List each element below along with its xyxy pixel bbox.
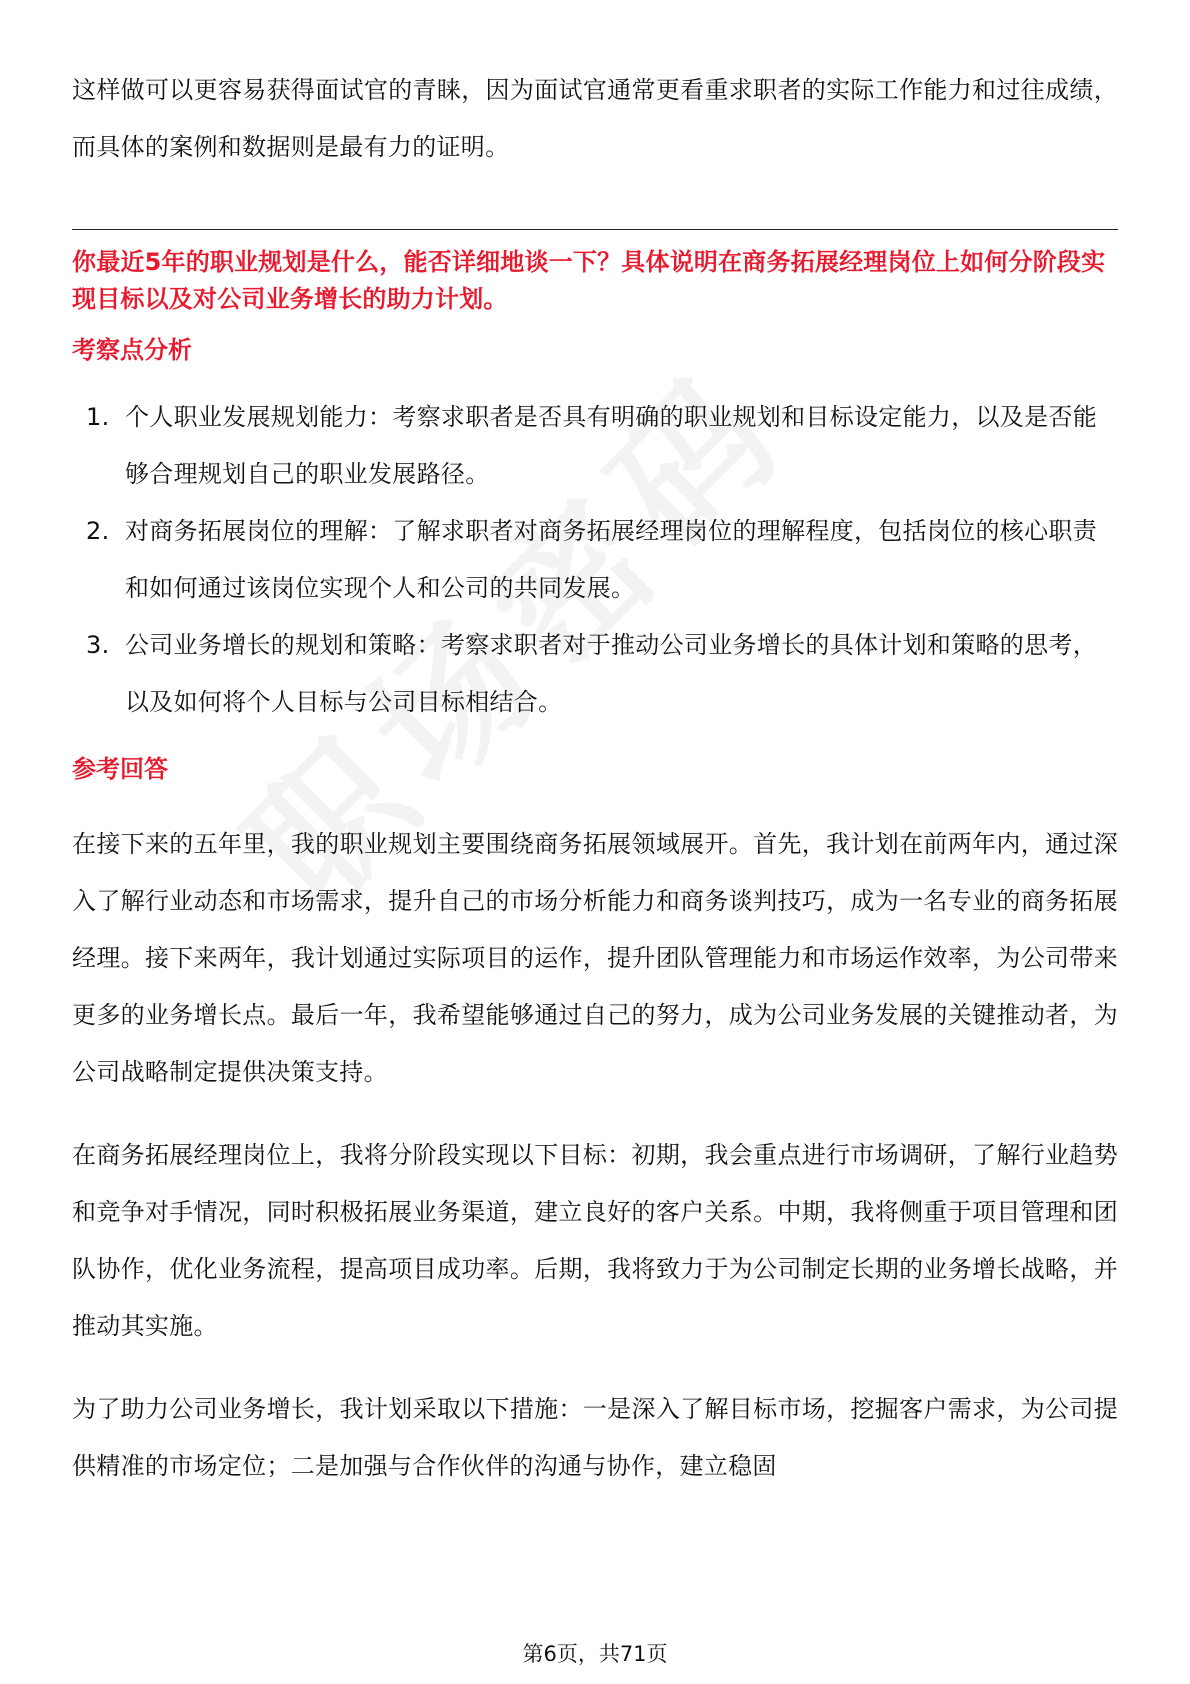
analysis-heading: 考察点分析 [72, 336, 192, 364]
list-item [72, 503, 1118, 617]
list-item-text: 个人职业发展规划能力：考察求职者是否具有明确的职业规划和目标设定能力，以及是否能够合理规划自己的职业发展路径。 [125, 403, 1097, 488]
list-item-number: 1. [86, 403, 110, 431]
analysis-list [72, 389, 1118, 731]
document-page [72, 62, 1118, 1495]
answer-paragraph: 为了助力公司业务增长，我计划采取以下措施：一是深入了解目标市场，挖掘客户需求，为公司提供精准的市场定位；二是加强与合作伙伴的沟通与协作，建立稳固 [72, 1395, 1118, 1480]
list-item-text: 公司业务增长的规划和策略：考察求职者对于推动公司业务增长的具体计划和策略的思考，以及如何将个人目标与公司目标相结合。 [125, 631, 1097, 716]
list-item-number: 3. [86, 631, 110, 659]
question-title: 你最近5年的职业规划是什么，能否详细地谈一下？具体说明在商务拓展经理岗位上如何分阶段实现目标以及对公司业务增长的助力计划。 [72, 248, 1106, 313]
answer-paragraph: 在接下来的五年里，我的职业规划主要围绕商务拓展领域展开。首先，我计划在前两年内，通过深入了解行业动态和市场需求，提升自己的市场分析能力和商务谈判技巧，成为一名专业的商务拓展经理。接下来两年，我计划通过实际项目的运作，提升团队管理能力和市场运作效率，为公司带来更多的业务增长点。最后一年，我希望能够通过自己的努力，成为公司业务发展的关键推动者，为公司战略制定提供决策支持。 [72, 830, 1118, 1086]
page-footer: 第6页，共71页 [522, 1642, 668, 1666]
answer-heading: 参考回答 [72, 755, 168, 783]
section-divider [72, 229, 1118, 230]
list-item-text: 对商务拓展岗位的理解：了解求职者对商务拓展经理岗位的理解程度，包括岗位的核心职责和如何通过该岗位实现个人和公司的共同发展。 [125, 517, 1097, 602]
answer-paragraph: 在商务拓展经理岗位上，我将分阶段实现以下目标：初期，我会重点进行市场调研，了解行业趋势和竞争对手情况，同时积极拓展业务渠道，建立良好的客户关系。中期，我将侧重于项目管理和团队协作，优化业务流程，提高项目成功率。后期，我将致力于为公司制定长期的业务增长战略，并推动其实施。 [72, 1141, 1118, 1340]
list-item-number: 2. [86, 517, 110, 545]
list-item [72, 617, 1118, 731]
intro-paragraph: 这样做可以更容易获得面试官的青睐，因为面试官通常更看重求职者的实际工作能力和过往成绩，而具体的案例和数据则是最有力的证明。 [72, 76, 1118, 161]
list-item [72, 389, 1118, 503]
